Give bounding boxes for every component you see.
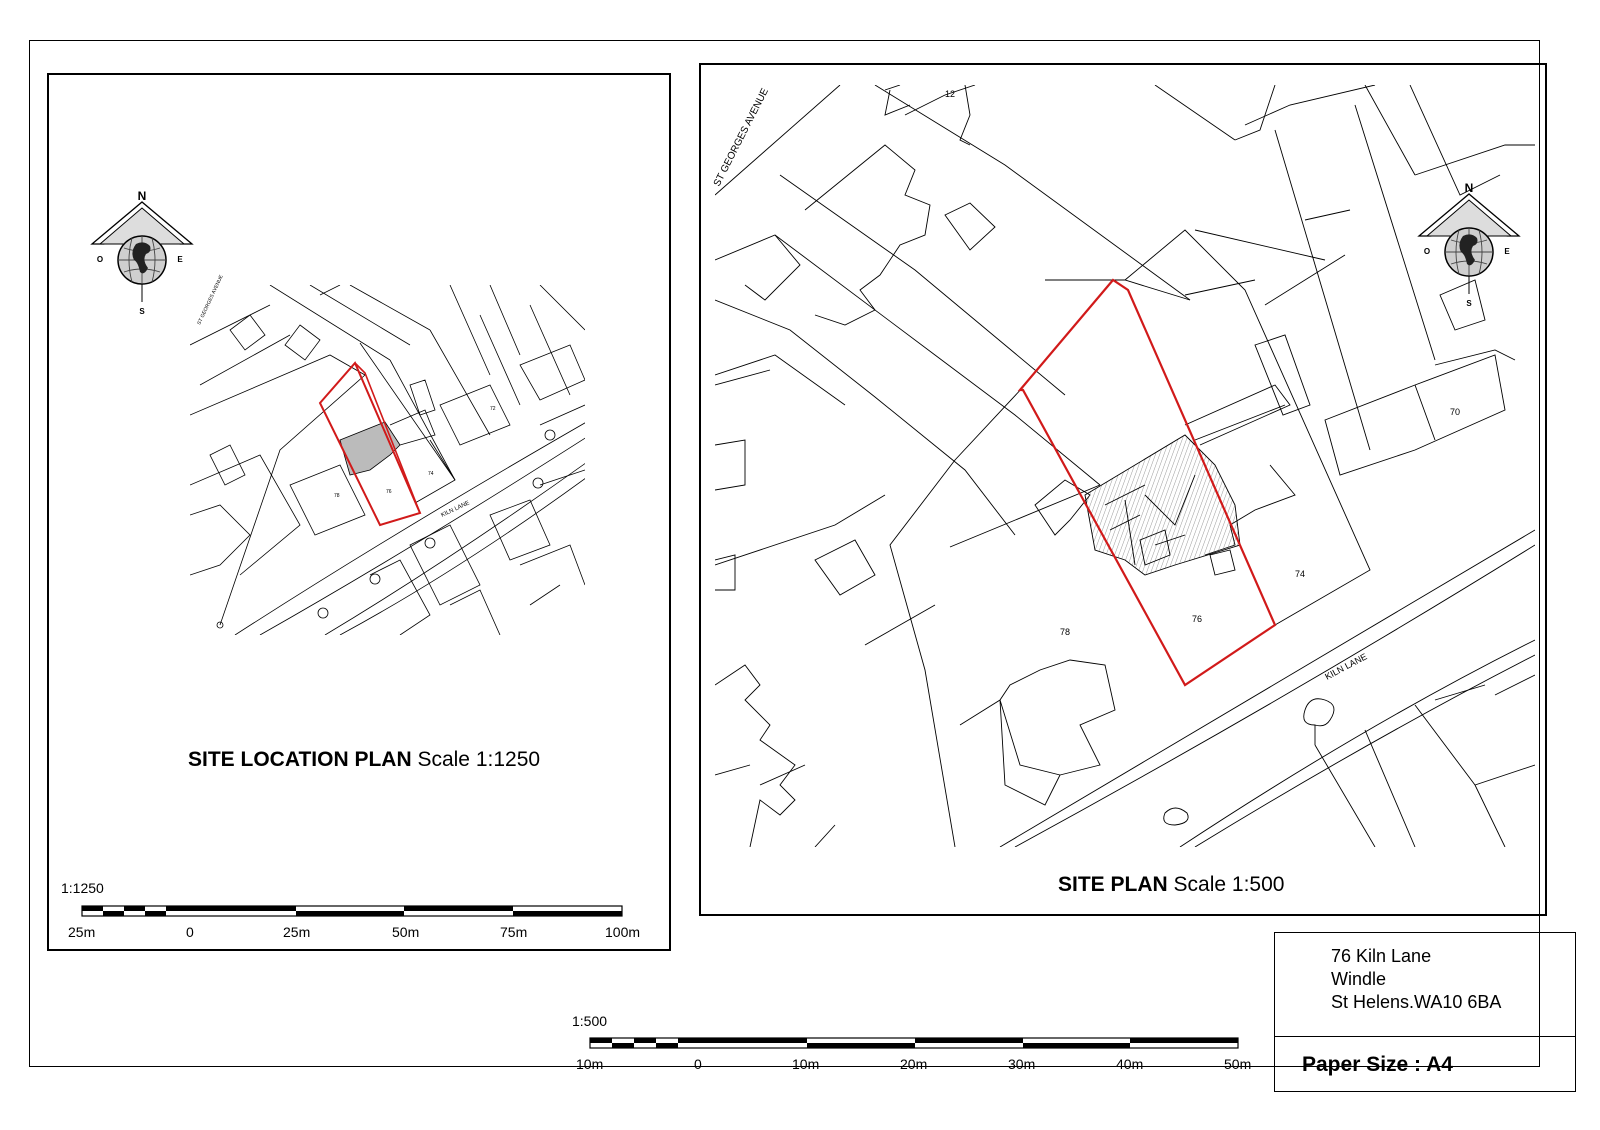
compass-rose-icon [88, 188, 198, 318]
site-tick-5: 40m [1116, 1056, 1144, 1072]
loc-road-label: KILN LANE [440, 500, 471, 519]
site-road-label: KILN LANE [1323, 651, 1369, 682]
compass-w-right: O [1423, 247, 1431, 256]
address-line-2: Windle [1331, 969, 1387, 989]
site-tick-2: 10m [792, 1056, 820, 1072]
loc-house-78: 78 [334, 493, 340, 499]
location-scale-bar [82, 906, 627, 920]
compass-n-right: N [1464, 181, 1474, 195]
compass-n: N [137, 189, 147, 203]
compass-w: O [96, 255, 104, 264]
location-scale-label: 1:1250 [61, 880, 104, 896]
site-tick-4: 30m [1008, 1056, 1036, 1072]
site-scale-label: 1:500 [572, 1013, 608, 1029]
loc-house-74: 74 [428, 471, 434, 477]
location-map [190, 274, 590, 645]
loc-street-label: ST GEORGES AVENUE [196, 274, 225, 326]
site-plan-title-scale: Scale 1:500 [1173, 873, 1285, 896]
address-block [1331, 945, 1501, 1014]
site-street-label: ST GEORGES AVENUE [711, 86, 771, 189]
site-house-76: 76 [1192, 614, 1203, 624]
site-tick-0: 10m [576, 1056, 604, 1072]
compass-e-right: E [1504, 247, 1510, 256]
loc-house-76: 76 [386, 489, 392, 495]
loc-tick-3: 50m [392, 924, 420, 940]
site-house-12: 12 [945, 89, 956, 99]
site-scale-bar [590, 1038, 1240, 1052]
loc-house-72: 72 [490, 406, 496, 412]
site-tick-6: 50m [1224, 1056, 1252, 1072]
loc-tick-5: 100m [605, 924, 641, 940]
site-house-70: 70 [1450, 407, 1461, 417]
loc-tick-1: 0 [186, 924, 194, 940]
compass-e: E [177, 255, 183, 264]
site-plan-title [1058, 873, 1284, 897]
site-tick-3: 20m [900, 1056, 928, 1072]
site-house-74: 74 [1295, 569, 1306, 579]
compass-rose-icon [1415, 180, 1525, 310]
loc-tick-2: 25m [283, 924, 311, 940]
location-plan-title-scale: Scale 1:1250 [417, 748, 541, 771]
site-plan-title-bold: SITE PLAN [1058, 873, 1168, 896]
compass-s-right: S [1466, 299, 1472, 308]
loc-tick-4: 75m [500, 924, 528, 940]
loc-tick-0: 25m [68, 924, 96, 940]
location-plan-title-bold: SITE LOCATION PLAN [188, 748, 412, 771]
compass-s: S [139, 307, 145, 316]
paper-size: Paper Size : A4 [1302, 1053, 1453, 1076]
location-plan-title [188, 748, 540, 772]
title-block-divider [1274, 1036, 1576, 1037]
site-tick-1: 0 [694, 1056, 702, 1072]
address-line-3: St Helens.WA10 6BA [1331, 992, 1502, 1012]
site-house-78: 78 [1060, 627, 1071, 637]
address-line-1: 76 Kiln Lane [1331, 946, 1432, 966]
